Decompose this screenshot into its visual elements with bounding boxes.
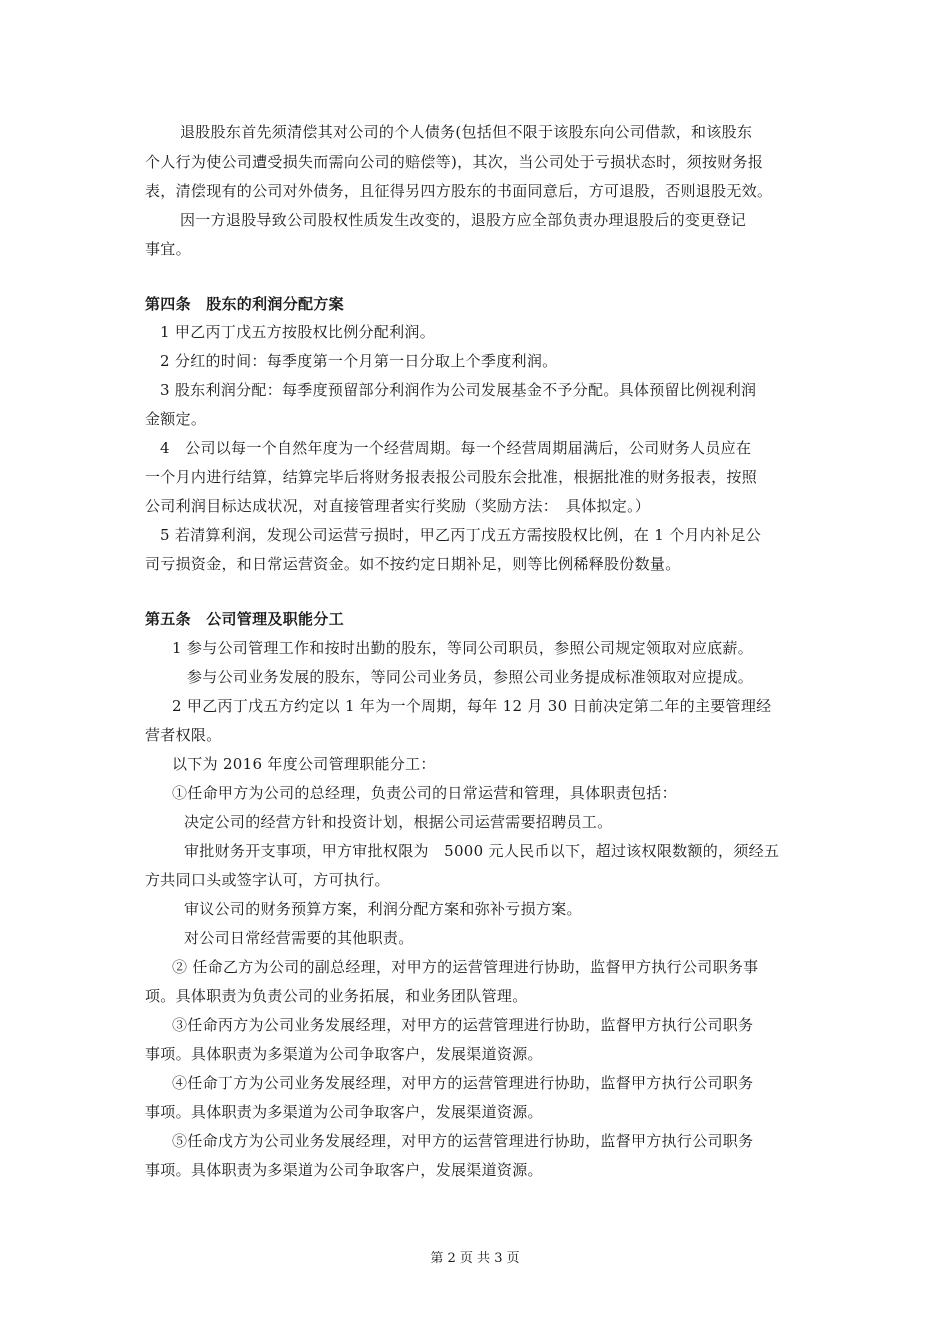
list-item: 2 甲乙丙丁戊五方约定以 1 年为一个周期，每年 12 月 30 日前决定第二年的主要管理经	[172, 697, 772, 715]
list-item: 4 公司以每一个自然年度为一个经营周期。每一个经营周期届满后，公司财务人员应在	[160, 439, 752, 457]
section-heading: 第五条 公司管理及职能分工	[145, 610, 344, 628]
paragraph-line: 事项。具体职责为多渠道为公司争取客户，发展渠道资源。	[145, 1103, 543, 1121]
paragraph-line: 审议公司的财务预算方案，利润分配方案和弥补亏损方案。	[184, 900, 582, 918]
list-item: ④任命丁方为公司业务发展经理，对甲方的运营管理进行协助，监督甲方执行公司职务	[172, 1074, 754, 1092]
list-item: ⑤任命戊方为公司业务发展经理，对甲方的运营管理进行协助，监督甲方执行公司职务	[172, 1132, 754, 1150]
paragraph-line: 参与公司业务发展的股东，等同公司业务员，参照公司业务提成标准领取对应提成。	[187, 668, 754, 686]
paragraph-line: 以下为 2016 年度公司管理职能分工：	[172, 755, 436, 773]
paragraph-line: 退股股东首先须清偿其对公司的个人债务(包括但不限于该股东向公司借款，和该股东	[180, 123, 753, 141]
paragraph-line: 方共同口头或签字认可，方可执行。	[145, 871, 390, 889]
paragraph-line: 事项。具体职责为多渠道为公司争取客户，发展渠道资源。	[145, 1161, 543, 1179]
paragraph-line: 营者权限。	[145, 726, 222, 744]
paragraph-line: 对公司日常经营需要的其他职责。	[184, 929, 414, 947]
paragraph-line: 公司利润目标达成状况，对直接管理者实行奖励（奖励方法： 具体拟定。）	[145, 497, 651, 515]
page-footer: 第 2 页 共 3 页	[430, 1251, 520, 1266]
paragraph-line: 表，清偿现有的公司对外债务，且征得另四方股东的书面同意后，方可退股，否则退股无效。	[145, 182, 773, 200]
paragraph-line: 个人行为使公司遭受损失而需向公司的赔偿等)，其次，当公司处于亏损状态时，须按财务报	[145, 153, 764, 171]
paragraph-line: 事项。具体职责为多渠道为公司争取客户，发展渠道资源。	[145, 1045, 543, 1063]
list-item: 1 甲乙丙丁戊五方按股权比例分配利润。	[160, 323, 436, 341]
list-item: 2 分红的时间：每季度第一个月第一日分取上个季度利润。	[160, 352, 558, 370]
list-item: 3 股东利润分配：每季度预留部分利润作为公司发展基金不予分配。具体预留比例视利润	[160, 381, 757, 399]
list-item: ③任命丙方为公司业务发展经理，对甲方的运营管理进行协助，监督甲方执行公司职务	[172, 1016, 754, 1034]
list-item: 5 若清算利润，发现公司运营亏损时，甲乙丙丁戊五方需按股权比例，在 1 个月内补足公	[160, 526, 761, 544]
paragraph-line: 审批财务开支事项，甲方审批权限为 5000 元人民币以下，超过该权限数额的，须经五	[184, 842, 780, 860]
list-item: ② 任命乙方为公司的副总经理，对甲方的运营管理进行协助，监督甲方执行公司职务事	[172, 958, 759, 976]
paragraph-line: 事宜。	[145, 240, 191, 258]
paragraph-line: 司亏损资金，和日常运营资金。如不按约定日期补足，则等比例稀释股份数量。	[145, 555, 681, 573]
list-item: ①任命甲方为公司的总经理，负责公司的日常运营和管理，具体职责包括：	[172, 784, 677, 802]
paragraph-line: 因一方退股导致公司股权性质发生改变的，退股方应全部负责办理退股后的变更登记	[180, 211, 747, 229]
section-heading: 第四条 股东的利润分配方案	[145, 295, 344, 313]
paragraph-line: 金额定。	[145, 410, 207, 428]
paragraph-line: 决定公司的经营方针和投资计划，根据公司运营需要招聘员工。	[184, 813, 613, 831]
paragraph-line: 项。具体职责为负责公司的业务拓展，和业务团队管理。	[145, 987, 528, 1005]
list-item: 1 参与公司管理工作和按时出勤的股东，等同公司职员，参照公司规定领取对应底薪。	[172, 639, 754, 657]
paragraph-line: 一个月内进行结算，结算完毕后将财务报表报公司股东会批准，根据批准的财务报表，按照	[145, 468, 758, 486]
